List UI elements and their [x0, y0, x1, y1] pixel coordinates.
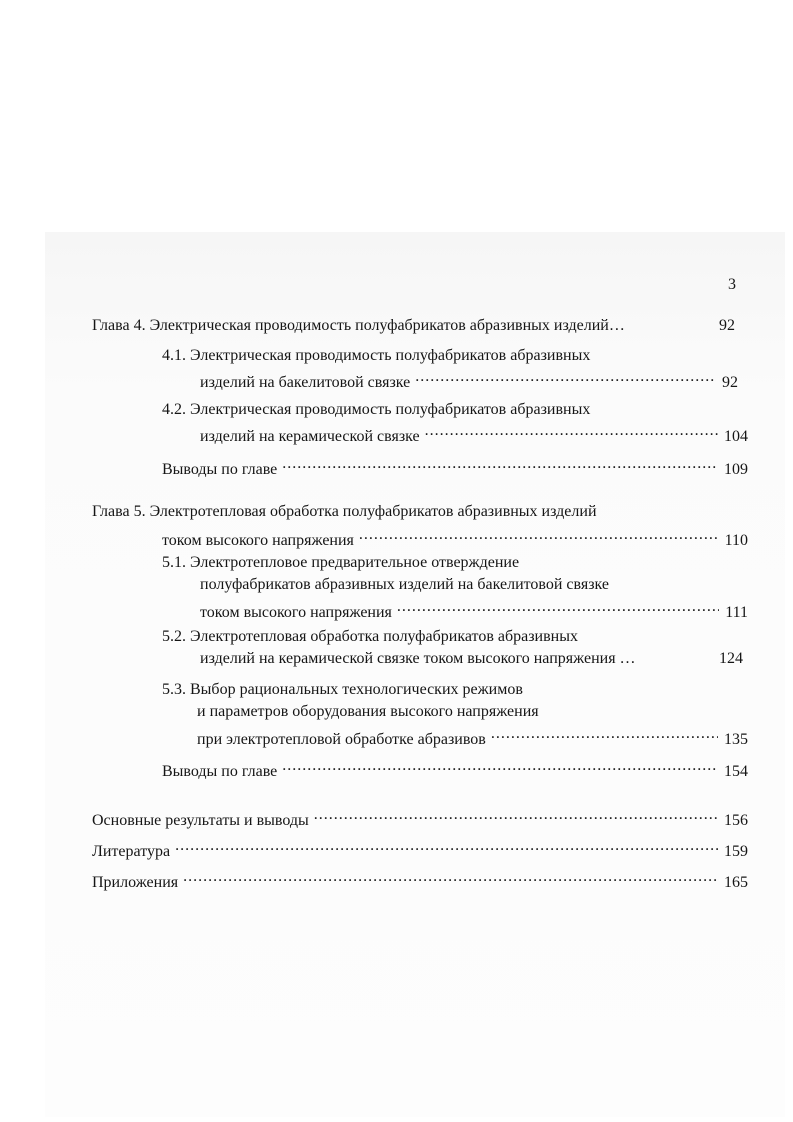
toc-entry-title: Основные результаты и выводы [92, 812, 309, 829]
toc-entry-chapter-4[interactable] [92, 316, 625, 336]
toc-entry-section-5-1-line2[interactable]: полуфабрикатов абразивных изделий на бакелитовой связке [200, 576, 610, 593]
toc-entry-title: изделий на керамической связке [200, 428, 420, 445]
toc-entry-page: 165 [724, 874, 748, 891]
toc-entry-title: изделий на бакелитовой связке [200, 374, 411, 391]
dot-leader [282, 756, 718, 776]
toc-entry-section-5-3-line1[interactable]: 5.3. Выбор рациональных технологических режимов [162, 681, 523, 698]
toc-entry-title: Выводы по главе [162, 461, 278, 478]
dot-leader [425, 421, 718, 441]
toc-entry-section-5-1-line1[interactable]: 5.1. Электротепловое предварительное отверждение [162, 554, 520, 571]
dot-leader [415, 367, 716, 387]
toc-entry-page: 92 [719, 317, 735, 334]
toc-entry-results[interactable] [92, 805, 748, 831]
page-number: 3 [728, 276, 736, 293]
toc-entry-title: током высокого напряжения [162, 532, 354, 549]
toc-entry-page: 124 [719, 650, 743, 667]
dot-leader [397, 597, 719, 617]
toc-entry-appendices[interactable] [92, 867, 748, 893]
dot-leader [491, 724, 718, 744]
toc-entry-title: при электротепловой обработке абразивов [197, 731, 486, 748]
toc-entry-page: 154 [724, 763, 748, 780]
toc-entry-page: 159 [724, 843, 748, 860]
toc-entry-section-4-2-line1[interactable]: 4.2. Электрическая проводимость полуфабрикатов абразивных [162, 401, 591, 418]
toc-entry-section-5-3[interactable] [197, 724, 748, 750]
toc-entry-title: Выводы по главе [162, 763, 278, 780]
toc-entry-chapter-4-conclusions[interactable] [162, 454, 748, 480]
dot-leader [175, 836, 718, 856]
toc-entry-literature[interactable] [92, 836, 748, 862]
toc-entry-page: 110 [724, 532, 748, 549]
toc-entry-chapter-5-line1[interactable]: Глава 5. Электротепловая обработка полуфабрикатов абразивных изделий [92, 503, 597, 520]
toc-entry-title: изделий на керамической связке током высокого напряжения … [200, 650, 636, 667]
toc-entry-page: 135 [724, 731, 748, 748]
toc-entry-section-5-3-line2[interactable]: и параметров оборудования высокого напряжения [197, 703, 539, 720]
toc-entry-title: Приложения [92, 874, 179, 891]
toc-entry-section-4-2[interactable] [200, 421, 748, 447]
toc-entry-section-5-1[interactable] [200, 597, 748, 623]
dot-leader [314, 805, 718, 825]
toc-entry-section-5-2-line1[interactable]: 5.2. Электротепловая обработка полуфабрикатов абразивных [162, 628, 578, 645]
toc-entry-page: 104 [724, 428, 748, 445]
toc-entry-section-4-1[interactable] [200, 367, 738, 393]
toc-entry-title: Литература [92, 843, 171, 860]
dot-leader [282, 454, 718, 474]
toc-entry-title: Глава 4. Электрическая проводимость полуфабрикатов абразивных изделий… [92, 317, 625, 334]
toc-entry-section-5-2[interactable] [200, 649, 636, 669]
toc-entry-page: 111 [725, 604, 748, 621]
dot-leader [359, 525, 719, 545]
toc-entry-section-4-1-line1[interactable]: 4.1. Электрическая проводимость полуфабрикатов абразивных [162, 347, 591, 364]
dot-leader [183, 867, 718, 887]
toc-entry-chapter-5-conclusions[interactable] [162, 756, 748, 782]
toc-entry-page: 156 [724, 812, 748, 829]
toc-entry-title: током высокого напряжения [200, 604, 392, 621]
toc-entry-chapter-5[interactable] [162, 525, 748, 551]
toc-entry-page: 109 [724, 461, 748, 478]
toc-entry-page: 92 [722, 374, 738, 391]
